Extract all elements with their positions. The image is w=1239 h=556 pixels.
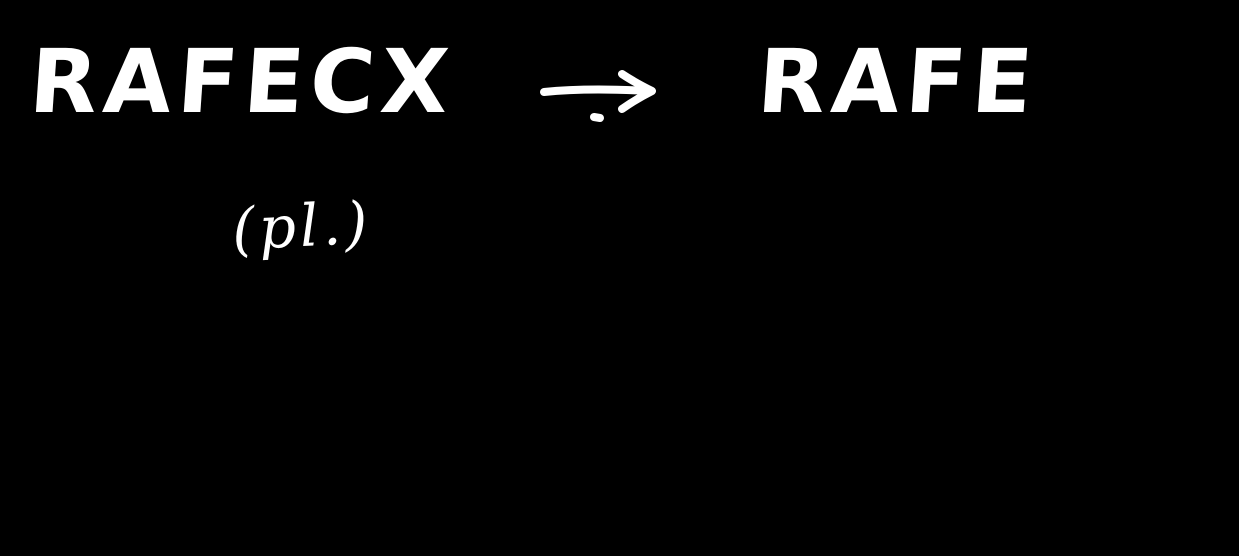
target-word: RAFE (754, 30, 1042, 133)
source-word: RAFECX (26, 30, 459, 133)
plural-note: (pl.) (230, 188, 374, 264)
right-arrow-icon (538, 62, 662, 126)
